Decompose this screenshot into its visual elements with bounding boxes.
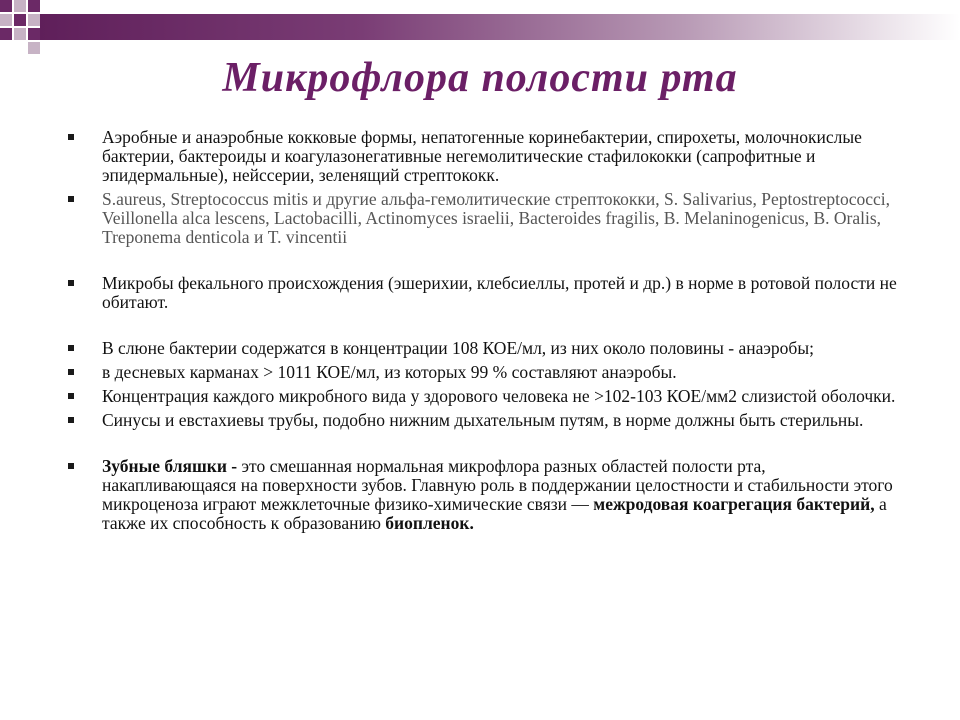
decorative-square: [28, 14, 40, 26]
bullet-item: [64, 274, 904, 312]
bullet-marker-icon: [68, 463, 74, 469]
bullet-text: в десневых карманах > 1011 КОЕ/мл, из которых 99 % составляют анаэробы.: [102, 362, 677, 382]
bullet-text: В слюне бактерии содержатся в концентрации 108 КОЕ/мл, из них около половины - анаэробы;: [102, 338, 814, 358]
bullet-marker-icon: [68, 393, 74, 399]
decorative-square: [28, 42, 40, 54]
bold-term-biofilms: биопленок.: [385, 513, 474, 533]
bullet-text: Аэробные и анаэробные кокковые формы, непатогенные коринебактерии, спирохеты, молочнокислые бактерии, бактероиды и коагулазонегативные негемолитические стафилококки (сапрофитные и эпидермальные), нейссерии, зеленящий стрептококк.: [102, 127, 862, 185]
bullet-marker-icon: [68, 417, 74, 423]
decorative-squares: [0, 0, 44, 56]
bullet-marker-icon: [68, 134, 74, 140]
bullet-item: [64, 128, 904, 185]
decorative-square: [0, 14, 12, 26]
bullet-item: [64, 387, 904, 406]
slide-title: Микрофлора полости рта: [222, 55, 738, 101]
bold-term-dental-plaque: Зубные бляшки -: [102, 456, 242, 476]
bullet-item: [64, 457, 904, 533]
bullet-text: это смешанная нормальная микрофлора разных областей полости рта, накапливающаяся на поверхности зубов. Главную роль в поддержании целостности и стабильности этого микроценоза играют межклеточные физико-химические связи —: [102, 456, 893, 514]
bold-term-coaggregation: межродовая коагрегация бактерий,: [593, 494, 875, 514]
bullet-marker-icon: [68, 369, 74, 375]
bullet-list: [64, 128, 904, 533]
bullet-text: Микробы фекального происхождения (эшерихии, клебсиеллы, протей и др.) в норме в ротовой полости не обитают.: [102, 273, 897, 312]
decorative-square: [14, 0, 26, 12]
decorative-square: [28, 0, 40, 12]
decorative-header-bar: [40, 14, 960, 40]
bullet-text: Синусы и евстахиевы трубы, подобно нижним дыхательным путям, в норме должны быть стерильны.: [102, 410, 864, 430]
bullet-item: [64, 411, 904, 430]
bullet-marker-icon: [68, 280, 74, 286]
bullet-item: [64, 363, 904, 382]
bullet-item: [64, 190, 904, 247]
bullet-text: Концентрация каждого микробного вида у здорового человека не >102-103 КОЕ/мм2 слизистой оболочки.: [102, 386, 896, 406]
bullet-marker-icon: [68, 196, 74, 202]
bullet-marker-icon: [68, 345, 74, 351]
decorative-square: [14, 28, 26, 40]
decorative-square: [0, 28, 12, 40]
bullet-item: [64, 339, 904, 358]
decorative-square: [0, 0, 12, 12]
decorative-square: [14, 14, 26, 26]
bullet-text: S.aureus, Streptococcus mitis и другие альфа-гемолитические стрептококки, S. Salivarius, Peptostreptococci, Veillonella alca lescens, Lactobacilli, Actinomyces israelii, Bacteroides fragilis, B. Melaninogenicus, B. Oralis, Treponema denticola и T. vincentii: [102, 189, 890, 247]
decorative-square: [28, 28, 40, 40]
bullet-text: а также их способность к образованию: [102, 494, 887, 533]
